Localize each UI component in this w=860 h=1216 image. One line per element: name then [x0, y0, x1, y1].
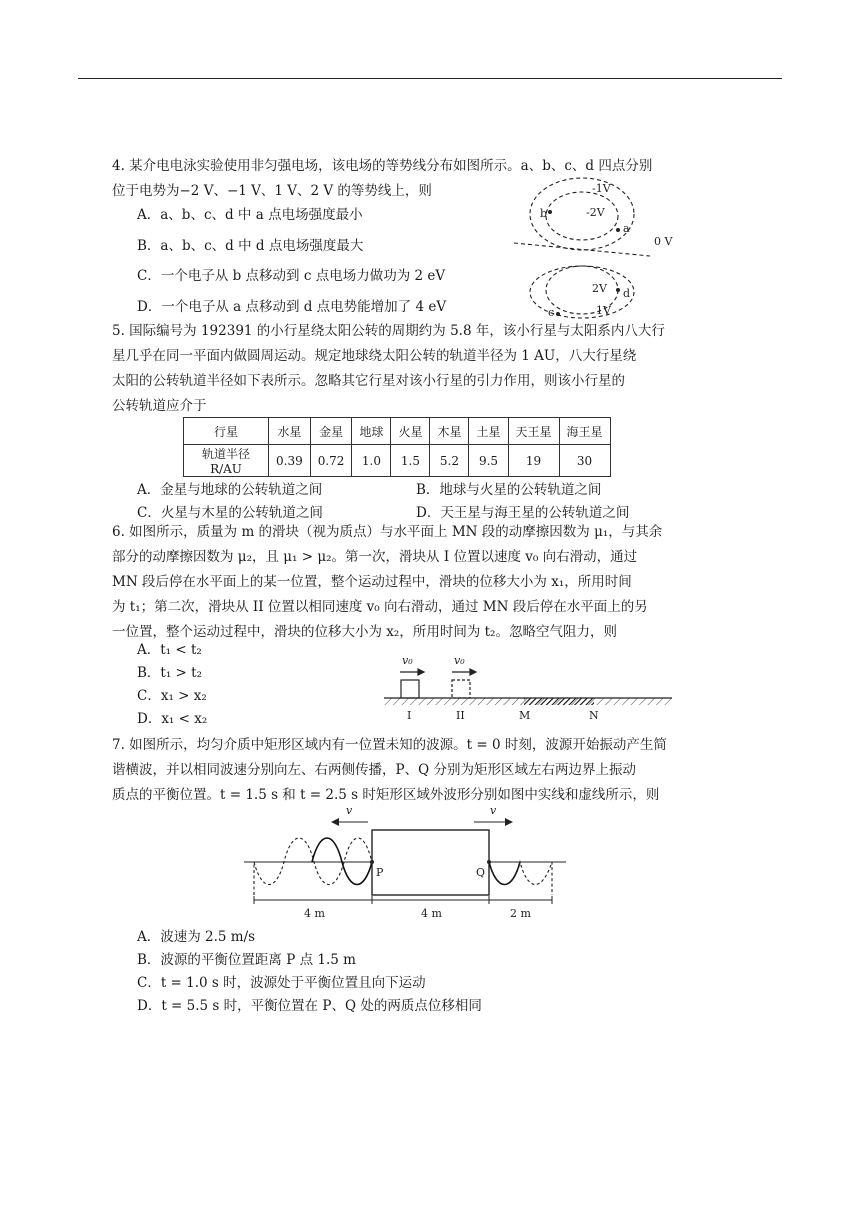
q5-option-c: C．火星与木星的公转轨道之间: [137, 505, 323, 521]
table-cell: 轨道半径 R/AU: [184, 445, 269, 477]
question-6-line: 部分的动摩擦因数为 μ₂，且 μ₁ > μ₂。第一次，滑块从 I 位置以速度 v₀ 向右滑动，通过: [112, 549, 638, 565]
question-7-line: 谐横波，并以相同波速分别向左、右两侧传播，P、Q 分别为矩形区域左右两边界上振动: [112, 762, 636, 778]
waveform-left-dashed: [254, 838, 372, 895]
question-7-line: 质点的平衡位置。t = 1.5 s 和 t = 2.5 s 时矩形区域外波形分别如图中实线和虚线所示，则: [112, 787, 660, 803]
potential-label-minus2: -2V: [586, 206, 605, 219]
point-label-p: P: [376, 866, 384, 879]
q7-option-d: D．t = 5.5 s 时，平衡位置在 P、Q 处的两质点位移相同: [137, 998, 482, 1014]
q4-option-d: D．一个电子从 a 点移动到 d 点电势能增加了 4 eV: [137, 299, 447, 315]
table-header-cell: 行星: [184, 418, 269, 445]
q7-option-a: A．波速为 2.5 m/s: [137, 929, 256, 945]
point-label-n: N: [589, 709, 599, 722]
velocity-label-2: v₀: [454, 654, 465, 667]
question-6-line: 6. 如图所示，质量为 m 的滑块（视为质点）与水平面上 MN 段的动摩擦因数为 μ₁，与其余: [112, 524, 663, 540]
q5-option-a: A．金星与地球的公转轨道之间: [137, 482, 323, 498]
mn-rough-segment: [524, 698, 594, 705]
table-header-cell: 海王星: [559, 418, 610, 445]
equipotential-line-minus2: [546, 192, 618, 240]
question-7: [112, 733, 667, 808]
table-cell: 19: [508, 445, 559, 477]
equipotential-line-zero: [514, 243, 650, 256]
question-5-line: 太阳的公转轨道半径如下表所示。忽略其它行星对该小行星的引力作用，则该小行星的: [112, 373, 625, 389]
dimension-label-middle: 4 m: [421, 907, 442, 920]
question-5-line: 星几乎在同一平面内做圆周运动。规定地球绕太阳公转的轨道半径为 1 AU，八大行星绕: [112, 348, 637, 364]
question-5-line: 5. 国际编号为 192391 的小行星绕太阳公转的周期约为 5.8 年，该小行星与太阳系内八大行: [112, 323, 665, 339]
table-cell: 0.39: [269, 445, 311, 477]
table-header-cell: 天王星: [508, 418, 559, 445]
table-header-cell: 土星: [469, 418, 508, 445]
table-cell: 1.0: [352, 445, 391, 477]
point-p-dot: [370, 860, 374, 864]
question-7-line: 7. 如图所示，均匀介质中矩形区域内有一位置未知的波源。t = 0 时刻，波源开始振动产生简: [112, 737, 667, 753]
table-cell: 30: [559, 445, 610, 477]
potential-label-plus2: 2V: [592, 282, 607, 295]
table-cell: 5.2: [430, 445, 469, 477]
table-header-cell: 水星: [269, 418, 311, 445]
point-q-dot: [487, 860, 491, 864]
table-cell: 0.72: [310, 445, 352, 477]
slider-block-position-1: [401, 680, 419, 698]
dimension-label-left: 4 m: [304, 907, 325, 920]
source-region-rectangle: [372, 830, 489, 895]
velocity-label-right: v: [490, 804, 497, 817]
question-5: [112, 319, 665, 419]
table-header-cell: 地球: [352, 418, 391, 445]
point-label-m: M: [519, 709, 531, 722]
q7-option-b: B．波源的平衡位置距离 P 点 1.5 m: [137, 952, 356, 968]
position-label-1: I: [407, 709, 412, 722]
waveform-right-solid: [489, 862, 520, 885]
label-d: d: [623, 287, 631, 300]
point-b-dot: [548, 210, 552, 214]
table-header-cell: 木星: [430, 418, 469, 445]
point-c-dot: [556, 312, 560, 316]
label-a: a: [623, 222, 630, 235]
question-5-line: 公转轨道应介于: [112, 398, 207, 414]
table-cell: 1.5: [391, 445, 430, 477]
velocity-label-left: v: [346, 804, 353, 817]
potential-label-plus1: 1V: [596, 304, 611, 317]
header-rule: [78, 78, 782, 79]
waveform-left-solid: [312, 838, 372, 885]
q6-option-d: D．x₁ < x₂: [137, 711, 208, 727]
question-6: [112, 520, 662, 645]
q6-option-a: A．t₁ < t₂: [137, 642, 202, 658]
q7-option-c: C．t = 1.0 s 时，波源处于平衡位置且向下运动: [137, 975, 426, 991]
q4-equipotential-figure: [510, 176, 690, 322]
point-d-dot: [616, 288, 620, 292]
question-6-line: 为 t₁；第二次，滑块从 II 位置以相同速度 v₀ 向右滑动，通过 MN 段后停在水平面上的另: [112, 599, 648, 615]
question-4-line: 位于电势为−2 V、−1 V、1 V、2 V 的等势线上，则: [112, 183, 432, 199]
q4-option-b: B．a、b、c、d 中 d 点电场强度最大: [137, 238, 364, 254]
q4-option-a: A．a、b、c、d 中 a 点电场强度最小: [137, 207, 363, 223]
q5-option-b: B．地球与火星的公转轨道之间: [416, 482, 602, 498]
table-header-row: [184, 418, 611, 445]
planet-orbit-table: [183, 417, 611, 477]
table-cell: 9.5: [469, 445, 508, 477]
q6-option-c: C．x₁ > x₂: [137, 688, 207, 704]
slider-block-position-2: [452, 680, 470, 698]
table-header-cell: 金星: [310, 418, 352, 445]
q5-option-d: D．天王星与海王星的公转轨道之间: [416, 505, 630, 521]
label-c: c: [548, 306, 555, 319]
point-label-q: Q: [476, 866, 486, 879]
q7-wave-figure: [240, 800, 570, 922]
table-header-cell: 火星: [391, 418, 430, 445]
position-label-2: II: [456, 709, 465, 722]
waveform-right-dashed: [489, 862, 552, 895]
point-a-dot: [616, 228, 620, 232]
velocity-arrowhead-1: [418, 669, 424, 675]
question-6-line: MN 段后停在水平面上的某一位置，整个运动过程中，滑块的位移大小为 x₁，所用时间: [112, 574, 632, 590]
label-b: b: [540, 207, 548, 220]
potential-label-zero: 0 V: [654, 235, 673, 248]
question-6-line: 一位置，整个运动过程中，滑块的位移大小为 x₂，所用时间为 t₂。忽略空气阻力，则: [112, 624, 617, 640]
q6-option-b: B．t₁ > t₂: [137, 665, 202, 681]
q4-option-c: C．一个电子从 b 点移动到 c 点电场力做功为 2 eV: [137, 268, 446, 284]
question-4-line: 4. 某介电电泳实验使用非匀强电场，该电场的等势线分布如图所示。a、b、c、d 四点分别: [112, 158, 653, 174]
velocity-arrowhead-2: [470, 669, 476, 675]
dimension-label-right: 2 m: [510, 907, 531, 920]
velocity-label-1: v₀: [402, 654, 413, 667]
table-row: [184, 445, 611, 477]
potential-label-minus1: -1V: [592, 182, 611, 195]
q6-slider-figure: [380, 650, 680, 724]
